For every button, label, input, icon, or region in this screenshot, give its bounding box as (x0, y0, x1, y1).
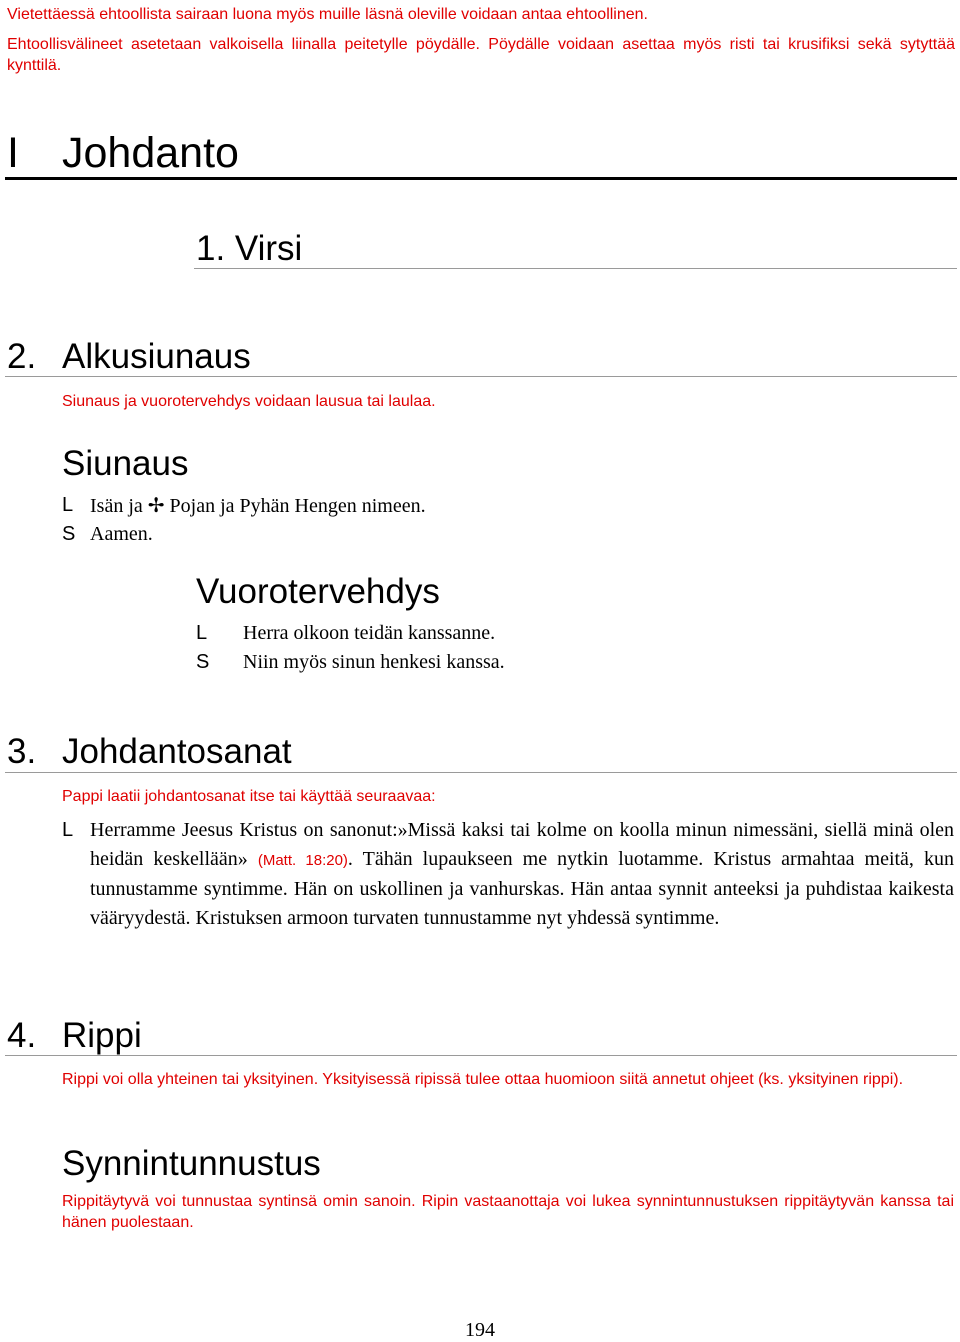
item-4-number: 4. (7, 1016, 37, 1055)
siunaus-line-2: Aamen. (90, 523, 153, 545)
intro-note (7, 4, 955, 76)
vuorotervehdys-heading: Vuorotervehdys (196, 572, 440, 611)
vuorotervehdys-role-s: S (196, 651, 210, 673)
item-3-note: Pappi laatii johdantosanat itse tai käyttää seuraavaa: (62, 788, 436, 805)
cross-icon: ✢ (147, 493, 165, 517)
item-4-title: Rippi (62, 1016, 142, 1055)
synnintunnustus-note: Rippitäytyvä voi tunnustaa syntinsä omin sanoin. Ripin vastaanottaja voi lukea synnintunnustuksen rippitäytyvän kanssa tai hänen puolestaan. (62, 1193, 954, 1231)
synnintunnustus-heading: Synnintunnustus (62, 1144, 321, 1183)
section-number: I (7, 129, 19, 177)
item-2-rule (5, 376, 957, 377)
item-3-text (90, 816, 954, 933)
item-3-rule (5, 772, 957, 773)
item-3-number: 3. (7, 732, 37, 771)
siunaus-heading: Siunaus (62, 444, 189, 483)
siunaus-line-1 (90, 491, 426, 521)
section-rule (5, 177, 957, 180)
vuorotervehdys-line-1: Herra olkoon teidän kanssanne. (243, 622, 496, 644)
page-number: 194 (465, 1319, 495, 1341)
item-3-text-part2: . Tähän lupaukseen me nytkin luotamme. Kristus armahtaa meitä, kun tunnustamme syntimme. Hän on uskollinen ja vanhurskas. Hän antaa synnit anteeksi ja puhdistaa kaikesta vääryydestä. Kristuksen armoon turvaten tunnustamme nyt yhdessä syntimme. (90, 848, 954, 929)
section-title: Johdanto (62, 129, 239, 177)
siunaus-role-s: S (62, 523, 76, 545)
item-2-number: 2. (7, 337, 37, 376)
item-4-rule (5, 1055, 957, 1056)
item-2-note: Siunaus ja vuorotervehdys voidaan lausua tai laulaa. (62, 393, 436, 410)
item-1-rule (194, 268, 957, 269)
item-3-text-part1: Herramme Jeesus Kristus on sanonut:»Missä kaksi tai kolme on koolla minun nimessäni, siellä minä olen heidän keskellään» (90, 819, 954, 870)
section-heading (7, 128, 19, 178)
item-1-title: 1. Virsi (196, 229, 303, 268)
vuorotervehdys-role-l: L (196, 622, 208, 644)
item-2-title: Alkusiunaus (62, 337, 251, 376)
siunaus-line-1-before: Isän ja (90, 495, 148, 517)
item-4-note: Rippi voi olla yhteinen tai yksityinen. Yksityisessä ripissä tulee ottaa huomioon siitä annetut ohjeet (ks. yksityinen rippi). (62, 1071, 904, 1088)
intro-note-line2: Ehtoollisvälineet asetetaan valkoisella liinalla peitetylle pöydälle. Pöydälle voidaan asettaa myös risti tai krusifiksi sekä sytyttää kynttilä. (7, 36, 955, 74)
item-3-reference: (Matt. 18:20) (257, 852, 348, 869)
vuorotervehdys-line-2: Niin myös sinun henkesi kanssa. (243, 651, 505, 673)
siunaus-line-1-after: Pojan ja Pyhän Hengen nimeen. (164, 495, 426, 517)
siunaus-role-l: L (62, 494, 74, 516)
intro-note-line1: Vietettäessä ehtoollista sairaan luona myös muille läsnä oleville voidaan antaa ehtoollinen. (7, 6, 648, 23)
item-3-role: L (62, 819, 74, 841)
item-3-title: Johdantosanat (62, 732, 292, 771)
